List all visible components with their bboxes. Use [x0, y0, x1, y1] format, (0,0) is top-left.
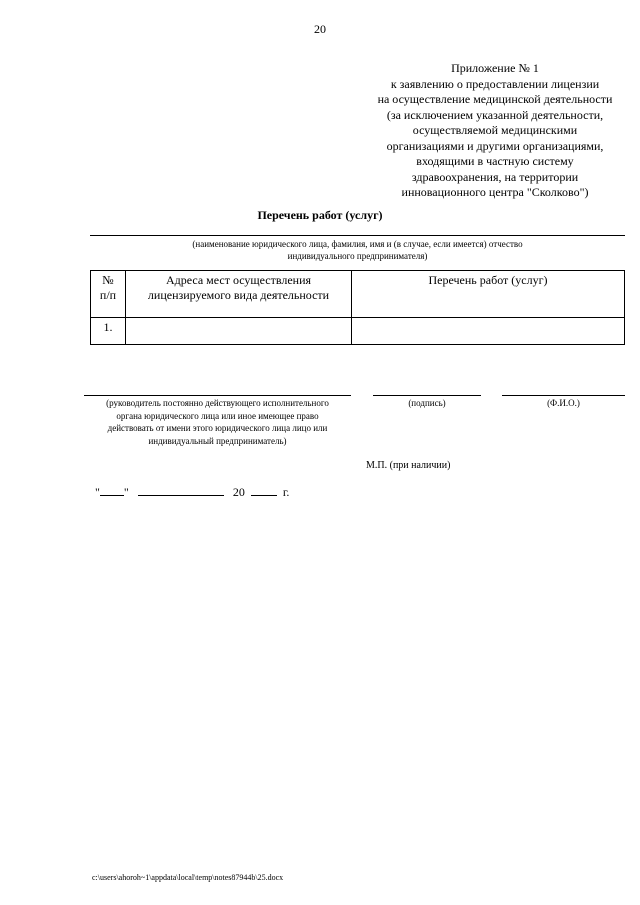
year-blank[interactable] [251, 484, 277, 496]
appendix-line: Приложение № 1 [451, 61, 539, 75]
header-works: Перечень работ (услуг) [352, 271, 625, 318]
full-name-line [502, 395, 625, 396]
table-header-row [91, 271, 625, 318]
head-line [84, 395, 351, 396]
seal-caption: М.П. (при наличии) [366, 460, 451, 471]
appendix-line: входящими в частную систему [416, 154, 574, 168]
document-title: Перечень работ (услуг) [257, 208, 383, 222]
footer-file-path: c:\users\ahoroh~1\appdata\local\temp\notes87944b\25.docx [92, 873, 284, 882]
header-addresses: Адреса мест осуществления лицензируемого вида деятельности [126, 271, 352, 318]
cell-works [352, 318, 625, 345]
signature-caption: (подпись) [408, 398, 446, 408]
full-name-caption: (Ф.И.О.) [547, 398, 580, 408]
day-blank[interactable] [100, 484, 124, 496]
appendix-line: здравоохранения, на территории [411, 169, 579, 184]
appendix-line: осуществляемой медицинскими [412, 123, 578, 137]
table-row [91, 318, 625, 345]
applicant-caption-line1: (наименование юридического лица, фамилия, имя и (в случае, если имеется) отчество [192, 239, 523, 249]
year-prefix: 20 [232, 485, 245, 499]
date-line [95, 484, 289, 500]
appendix-line: к заявлению о предоставлении лицензии [390, 76, 600, 91]
applicant-caption-line2: индивидуального предпринимателя) [287, 251, 428, 261]
works-table [90, 270, 625, 345]
quote-close: " [123, 485, 129, 499]
header-number: № п/п [91, 271, 126, 318]
appendix-line: инновационного центра "Сколково") [401, 185, 589, 199]
head-caption: (руководитель постоянно действующего исполнительного органа юридического лица или иное имеющее право действовать от имени этого юридического лица лицо или индивидуальный предприниматель) [106, 398, 329, 446]
page-number: 20 [314, 22, 326, 36]
signature-line [373, 395, 481, 396]
cell-number: 1. [91, 318, 126, 345]
year-suffix: г. [282, 485, 290, 499]
applicant-name-line [90, 235, 625, 236]
appendix-line: на осуществление медицинской деятельности [377, 92, 613, 106]
month-blank[interactable] [138, 484, 224, 496]
cell-address [126, 318, 352, 345]
appendix-heading [350, 61, 640, 201]
appendix-line: организациями и другими организациями, [386, 138, 604, 153]
appendix-line: (за исключением указанной деятельности, [386, 107, 604, 122]
applicant-caption [90, 238, 625, 262]
quote-open: " [95, 485, 100, 499]
